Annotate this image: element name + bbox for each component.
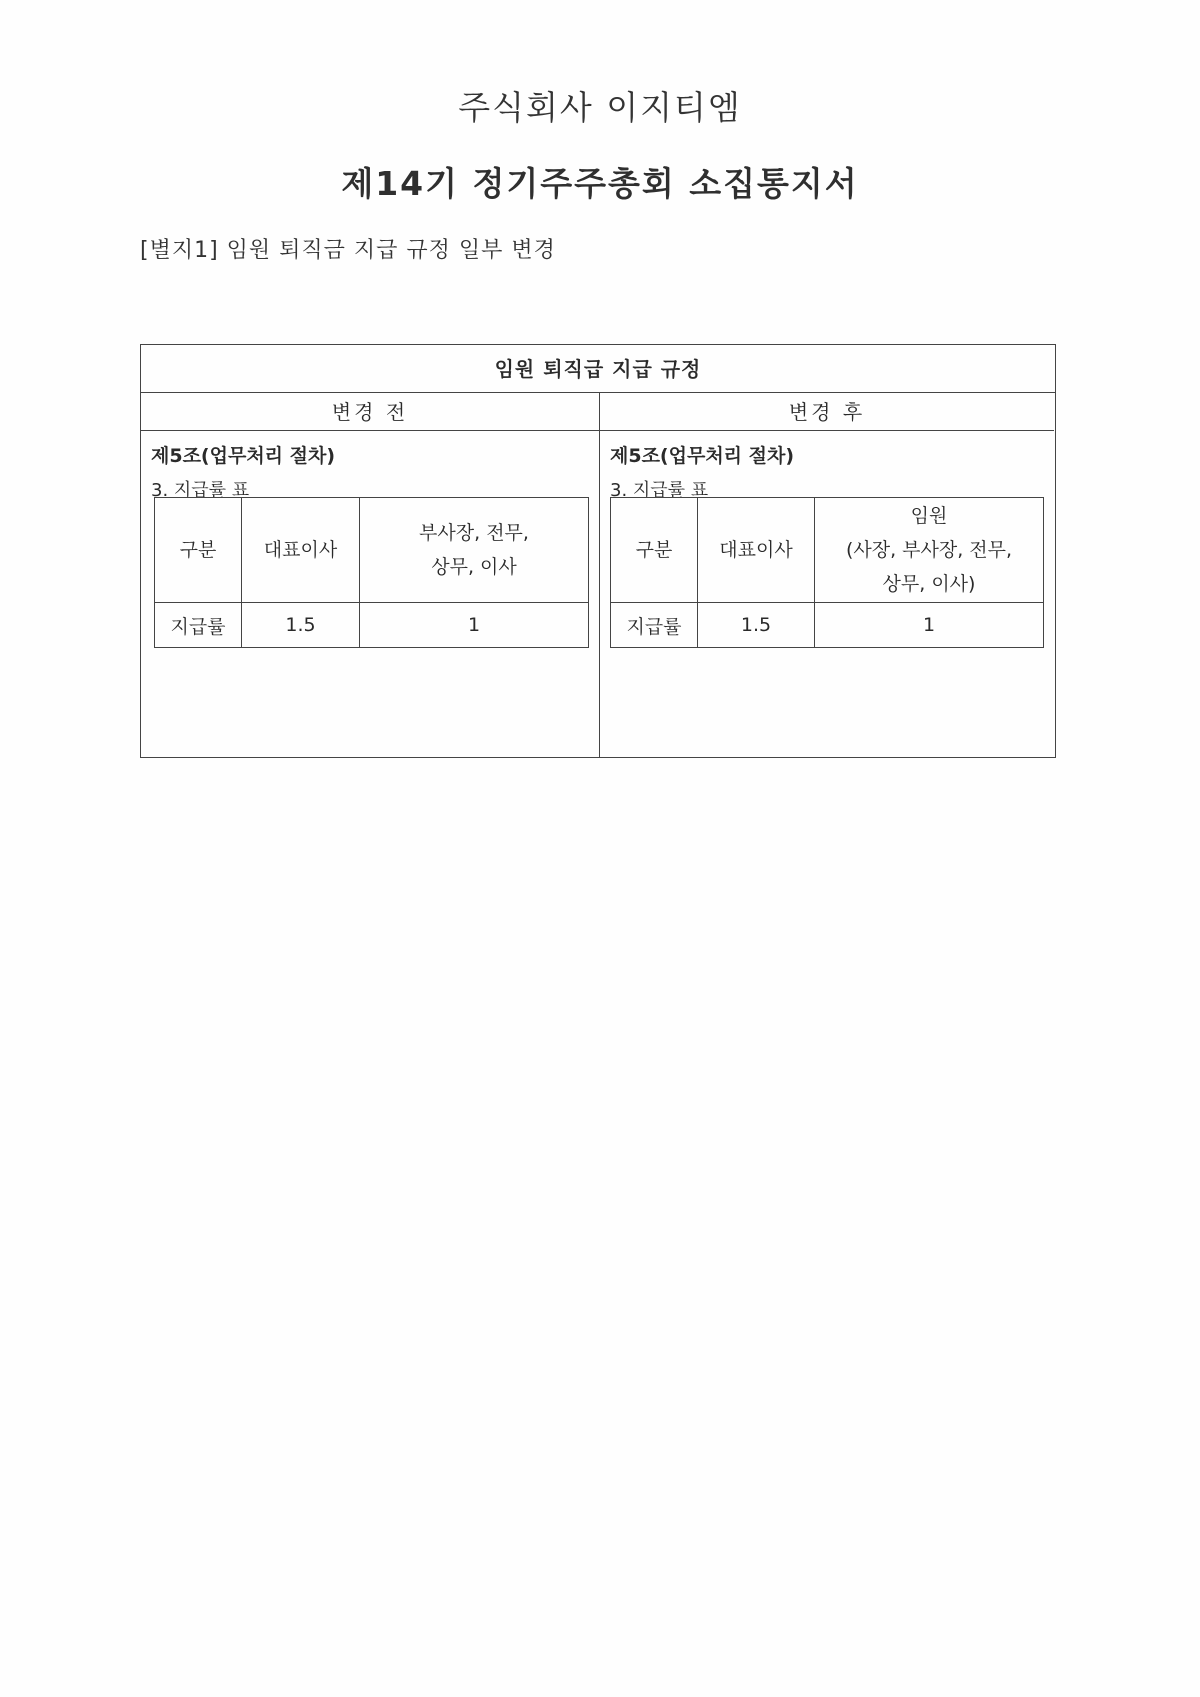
after-item-label: 3. 지급률 표 bbox=[610, 480, 709, 501]
header-executives-line3: 상무, 이사) bbox=[882, 573, 976, 595]
table-row bbox=[611, 498, 1044, 603]
header-category-cell: 구분 bbox=[155, 498, 242, 603]
header-executives-cell bbox=[360, 498, 589, 603]
header-executives-line2: 상무, 이사 bbox=[431, 556, 517, 578]
header-executives-cell bbox=[815, 498, 1044, 603]
executives-rate-cell: 1 bbox=[360, 603, 589, 648]
after-change-column bbox=[600, 393, 1054, 757]
document-title: 제14기 정기주주총회 소집통지서 bbox=[341, 164, 859, 203]
before-item-label: 3. 지급률 표 bbox=[151, 480, 250, 501]
before-rate-table bbox=[154, 497, 589, 648]
header-executives-line1: 부사장, 전무, bbox=[419, 522, 529, 544]
table-row bbox=[155, 498, 589, 603]
before-article-title: 제5조(업무처리 절차) bbox=[151, 445, 336, 467]
attachment-label: [별지1] 임원 퇴직금 지급 규정 일부 변경 bbox=[140, 238, 556, 263]
before-change-heading: 변경 전 bbox=[141, 393, 599, 431]
row-label-cell: 지급률 bbox=[611, 603, 698, 648]
executives-rate-cell: 1 bbox=[815, 603, 1044, 648]
ceo-rate-cell: 1.5 bbox=[242, 603, 360, 648]
ceo-rate-cell: 1.5 bbox=[698, 603, 815, 648]
header-ceo-cell: 대표이사 bbox=[242, 498, 360, 603]
after-rate-table bbox=[610, 497, 1044, 648]
table-row bbox=[155, 603, 589, 648]
regulation-table-title: 임원 퇴직급 지급 규정 bbox=[141, 345, 1055, 393]
regulation-comparison-table bbox=[140, 344, 1056, 758]
header-executives-line1: 임원 bbox=[910, 505, 948, 527]
header-executives-line2: (사장, 부사장, 전무, bbox=[845, 539, 1013, 561]
before-change-column bbox=[141, 393, 600, 757]
after-change-heading: 변경 후 bbox=[600, 393, 1054, 431]
row-label-cell: 지급률 bbox=[155, 603, 242, 648]
header-category-cell: 구분 bbox=[611, 498, 698, 603]
company-name: 주식회사 이지티엠 bbox=[458, 88, 742, 127]
table-row bbox=[611, 603, 1044, 648]
header-ceo-cell: 대표이사 bbox=[698, 498, 815, 603]
after-article-title: 제5조(업무처리 절차) bbox=[610, 445, 795, 467]
